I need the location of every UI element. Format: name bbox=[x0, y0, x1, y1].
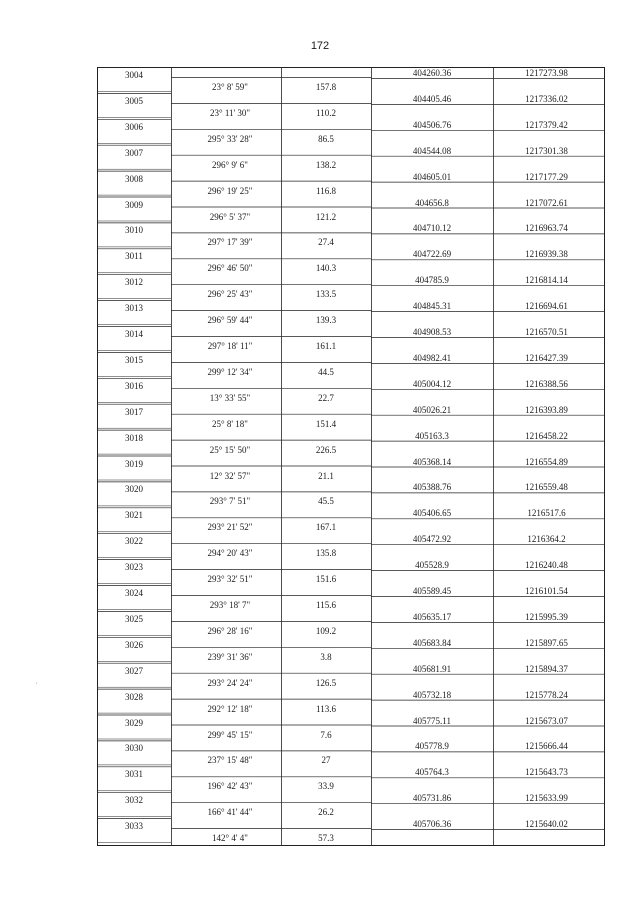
point-id: 3013 bbox=[125, 303, 143, 314]
northing-value: 405706.36 bbox=[412, 819, 452, 830]
northing-value: 404982.41 bbox=[412, 352, 452, 363]
distance-value: 116.8 bbox=[316, 185, 336, 196]
distance-value: 57.3 bbox=[318, 833, 334, 844]
distance-value: 21.1 bbox=[318, 470, 334, 481]
bearing-value: 295° 33' 28" bbox=[207, 133, 253, 144]
bearing-value: 296° 5' 37" bbox=[209, 211, 251, 222]
northing-value: 405778.9 bbox=[415, 741, 449, 752]
point-id: 3008 bbox=[125, 173, 143, 184]
distance-value: 45.5 bbox=[318, 496, 334, 507]
northing-value: 404710.12 bbox=[412, 223, 452, 234]
easting-value: 1216554.89 bbox=[525, 456, 568, 467]
point-id: 3017 bbox=[125, 406, 143, 417]
distance-value: 140.3 bbox=[315, 263, 337, 274]
distance-value: 26.2 bbox=[318, 807, 334, 818]
bearing-value: 296° 25' 43" bbox=[207, 289, 253, 300]
easting-value: 1215778.24 bbox=[525, 689, 568, 700]
point-id: 3028 bbox=[125, 691, 143, 702]
distance-value: 110.2 bbox=[316, 107, 336, 118]
easting-value: 1216393.89 bbox=[525, 404, 568, 415]
bearing-value: 142° 4' 4" bbox=[212, 833, 248, 844]
distance-value: 113.6 bbox=[316, 703, 336, 714]
easting-value: 1217273.98 bbox=[525, 68, 568, 78]
bearing-value: 299° 12' 34" bbox=[207, 366, 253, 377]
point-id: 3015 bbox=[125, 354, 143, 365]
bearing-value: 293° 21' 52" bbox=[207, 522, 253, 533]
point-id: 3009 bbox=[125, 199, 143, 210]
northing-value: 405589.45 bbox=[412, 586, 452, 596]
easting-value: 1217072.61 bbox=[525, 197, 568, 208]
bearing-value: 166° 41' 44" bbox=[207, 807, 253, 818]
easting-value: 1216963.74 bbox=[525, 223, 568, 234]
bearing-value: 296° 19' 25" bbox=[207, 185, 253, 196]
easting-value: 1216570.51 bbox=[525, 327, 568, 337]
point-id: 3010 bbox=[125, 225, 143, 236]
bearing-value: 292° 12' 18" bbox=[207, 703, 253, 714]
bearing-value: 293° 18' 7" bbox=[209, 600, 251, 610]
point-id: 3023 bbox=[125, 562, 143, 573]
point-id: 3018 bbox=[125, 432, 143, 443]
distance-value: 115.6 bbox=[316, 600, 336, 610]
northing-value: 405368.14 bbox=[412, 456, 452, 467]
point-id: 3026 bbox=[125, 639, 143, 650]
distance-value: 22.7 bbox=[318, 392, 334, 403]
distance-value: 109.2 bbox=[315, 625, 337, 636]
distance-value: 226.5 bbox=[315, 444, 337, 455]
bearing-value: 296° 9' 6" bbox=[212, 159, 248, 170]
bearing-value: 294° 20' 43" bbox=[207, 548, 253, 559]
distance-value: 135.8 bbox=[315, 548, 337, 559]
point-id: 3004 bbox=[125, 70, 143, 80]
bearing-value: 296° 46' 50" bbox=[207, 263, 253, 274]
easting-value: 1215633.99 bbox=[525, 793, 568, 804]
point-id: 3024 bbox=[125, 588, 143, 598]
point-id: 3032 bbox=[125, 795, 143, 806]
northing-value: 404544.08 bbox=[412, 145, 452, 156]
easting-value: 1217379.42 bbox=[525, 119, 568, 130]
page-number: 172 bbox=[310, 40, 330, 52]
northing-value: 405635.17 bbox=[412, 611, 452, 622]
distance-value: 7.6 bbox=[320, 729, 332, 740]
bearing-value: 296° 59' 44" bbox=[207, 315, 253, 326]
easting-value: 1217301.38 bbox=[525, 145, 568, 156]
easting-value: 1215995.39 bbox=[525, 611, 568, 622]
bearing-value: 296° 28' 16" bbox=[207, 625, 253, 636]
northing-value: 405683.84 bbox=[412, 637, 452, 648]
distance-value: 133.5 bbox=[315, 289, 337, 300]
survey-coordinates-table bbox=[97, 67, 605, 846]
distance-value: 151.6 bbox=[315, 574, 337, 585]
distance-value: 151.4 bbox=[315, 418, 337, 429]
easting-value: 1217177.29 bbox=[525, 171, 568, 182]
distance-value: 167.1 bbox=[315, 522, 337, 533]
point-id: 3014 bbox=[125, 329, 143, 339]
point-id: 3031 bbox=[125, 769, 143, 780]
easting-value: 1215897.65 bbox=[525, 637, 568, 648]
northing-value: 405681.91 bbox=[412, 663, 452, 674]
northing-value: 405775.11 bbox=[413, 715, 451, 726]
bearing-value: 293° 24' 24" bbox=[207, 677, 253, 688]
distance-value: 126.5 bbox=[315, 677, 337, 688]
easting-value: 1216559.48 bbox=[525, 482, 568, 493]
bearing-value: 23° 8' 59" bbox=[212, 82, 248, 92]
northing-value: 404908.53 bbox=[412, 327, 452, 337]
distance-value: 44.5 bbox=[318, 366, 334, 377]
bearing-value: 239° 31' 36" bbox=[207, 651, 253, 662]
easting-value: 1217336.02 bbox=[525, 93, 568, 104]
easting-value: 1216427.39 bbox=[525, 352, 568, 363]
bearing-value: 25° 8' 18" bbox=[212, 418, 248, 429]
northing-value: 405406.65 bbox=[412, 508, 452, 519]
point-id: 3007 bbox=[125, 147, 143, 158]
distance-value: 27 bbox=[321, 755, 331, 766]
easting-value: 1216814.14 bbox=[525, 275, 568, 286]
distance-value: 3.8 bbox=[320, 651, 332, 662]
northing-value: 405004.12 bbox=[412, 378, 452, 389]
easting-value: 1216694.61 bbox=[525, 301, 568, 312]
distance-value: 33.9 bbox=[318, 781, 334, 792]
distance-value: 138.2 bbox=[315, 159, 337, 170]
bearing-value: 293° 32' 51" bbox=[207, 574, 253, 585]
northing-value: 405472.92 bbox=[412, 534, 452, 545]
northing-value: 404656.8 bbox=[415, 197, 449, 208]
distance-value: 139.3 bbox=[315, 315, 337, 326]
easting-value: 1215894.37 bbox=[525, 663, 568, 674]
distance-value: 86.5 bbox=[318, 133, 334, 144]
point-id: 3019 bbox=[125, 458, 143, 469]
margin-mark: , bbox=[36, 679, 38, 685]
bearing-value: 237° 15' 48" bbox=[207, 755, 253, 766]
northing-value: 404260.36 bbox=[412, 68, 452, 78]
point-id: 3027 bbox=[125, 665, 143, 676]
bearing-value: 196° 42' 43" bbox=[207, 781, 253, 792]
distance-value: 161.1 bbox=[315, 341, 337, 351]
point-id: 3022 bbox=[125, 536, 143, 547]
bearing-value: 297° 18' 11" bbox=[207, 341, 253, 351]
point-id: 3029 bbox=[125, 717, 143, 728]
northing-value: 405388.76 bbox=[412, 482, 452, 493]
distance-value: 157.8 bbox=[315, 82, 337, 92]
northing-value: 404605.01 bbox=[412, 171, 452, 182]
easting-value: 1216388.56 bbox=[525, 378, 568, 389]
point-id: 3011 bbox=[125, 251, 143, 262]
point-id: 3005 bbox=[125, 95, 143, 106]
point-id: 3021 bbox=[125, 510, 143, 521]
northing-value: 405026.21 bbox=[412, 404, 452, 415]
distance-value: 121.2 bbox=[315, 211, 337, 222]
bearing-value: 13° 33' 55" bbox=[209, 392, 251, 403]
easting-value: 1216939.38 bbox=[525, 249, 568, 260]
point-id: 3016 bbox=[125, 380, 143, 391]
northing-value: 405163.3 bbox=[415, 430, 449, 441]
bearing-value: 297° 17' 39" bbox=[207, 237, 253, 248]
easting-value: 1215666.44 bbox=[525, 741, 568, 752]
easting-value: 1216458.22 bbox=[525, 430, 568, 441]
point-id: 3025 bbox=[125, 613, 143, 624]
easting-value: 1216240.48 bbox=[525, 560, 568, 571]
northing-value: 405731.86 bbox=[412, 793, 452, 804]
easting-value: 1216517.6 bbox=[527, 508, 566, 519]
northing-value: 404845.31 bbox=[412, 301, 452, 312]
point-id: 3012 bbox=[125, 277, 143, 288]
point-id: 3020 bbox=[125, 484, 143, 495]
northing-value: 405764.3 bbox=[415, 767, 449, 778]
northing-value: 404405.46 bbox=[412, 93, 452, 104]
northing-value: 404785.9 bbox=[415, 275, 449, 286]
bearing-value: 12° 32' 57" bbox=[209, 470, 251, 481]
distance-value: 27.4 bbox=[318, 237, 334, 248]
northing-value: 404722.69 bbox=[412, 249, 452, 260]
bearing-value: 23° 11' 30" bbox=[209, 107, 251, 118]
easting-value: 1216364.2 bbox=[527, 534, 566, 545]
northing-value: 404506.76 bbox=[412, 119, 452, 130]
point-id: 3030 bbox=[125, 743, 143, 754]
point-id: 3033 bbox=[125, 821, 143, 832]
northing-value: 405732.18 bbox=[412, 689, 452, 700]
bearing-value: 25° 15' 50" bbox=[209, 444, 251, 455]
bearing-value: 299° 45' 15" bbox=[207, 729, 253, 740]
easting-value: 1215640.02 bbox=[525, 819, 568, 830]
bearing-value: 293° 7' 51" bbox=[209, 496, 251, 507]
easting-value: 1216101.54 bbox=[525, 586, 568, 596]
easting-value: 1215673.07 bbox=[525, 715, 568, 726]
point-id: 3006 bbox=[125, 121, 143, 132]
easting-value: 1215643.73 bbox=[525, 767, 568, 778]
northing-value: 405528.9 bbox=[415, 560, 449, 571]
